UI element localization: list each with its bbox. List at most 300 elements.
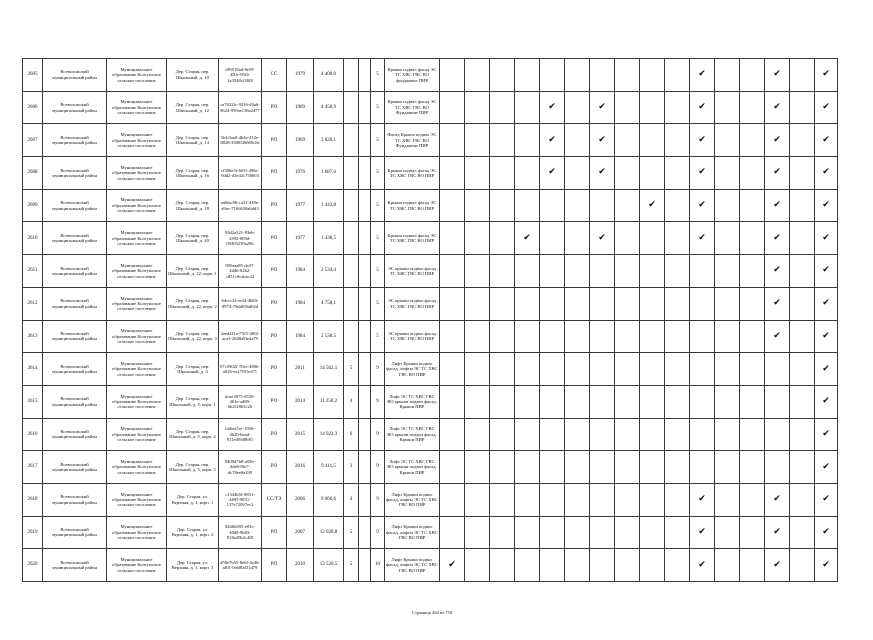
work-check-cell <box>490 59 515 92</box>
address-cell: Дер. Старая, пер. Школьный, д. 12 <box>167 91 219 124</box>
floors-max-cell: 5 <box>371 157 385 190</box>
checkmark-icon: ✔ <box>822 526 830 537</box>
year-cell: 1977 <box>287 222 314 255</box>
floors-max-cell: 9 <box>371 385 385 418</box>
floors-min-cell <box>344 91 359 124</box>
row-number: 2607 <box>23 124 43 157</box>
work-check-cell <box>665 418 690 451</box>
guid-cell: dcae2075-8530-461e-ad89-6b21f863c26 <box>219 385 262 418</box>
work-check-cell <box>615 255 640 288</box>
work-check-cell <box>515 483 540 516</box>
works-cell: ЭС крыши подвал фасад ТС ХВС ГВС ВО ПИР <box>385 287 440 320</box>
work-check-cell <box>540 353 565 386</box>
work-check-cell <box>440 451 465 484</box>
row-number: 2618 <box>23 483 43 516</box>
work-check-cell <box>665 222 690 255</box>
work-check-cell <box>715 189 740 222</box>
work-check-cell <box>740 287 765 320</box>
work-check-cell <box>565 59 590 92</box>
table-row <box>23 189 838 222</box>
checkmark-icon: ✔ <box>822 102 830 113</box>
work-check-cell <box>690 189 715 222</box>
work-check-cell <box>465 124 490 157</box>
work-check-cell <box>815 222 838 255</box>
checkmark-icon: ✔ <box>822 167 830 178</box>
floors-max-cell: 5 <box>371 222 385 255</box>
work-check-cell <box>715 516 740 549</box>
work-check-cell <box>515 255 540 288</box>
year-cell: 2010 <box>287 549 314 582</box>
wall-material-cell: РО <box>262 124 287 157</box>
checkmark-icon: ✔ <box>773 298 781 309</box>
work-check-cell <box>815 59 838 92</box>
work-check-cell <box>665 255 690 288</box>
year-cell: 2007 <box>287 516 314 549</box>
work-check-cell <box>790 483 815 516</box>
work-check-cell <box>690 320 715 353</box>
table-row <box>23 222 838 255</box>
table-row <box>23 320 838 353</box>
area-cell: 1 438,5 <box>314 222 344 255</box>
work-check-cell <box>815 451 838 484</box>
settlement-cell: Муниципальное образование Колтушское сельское поселение <box>107 483 167 516</box>
floors-max-cell: 9 <box>371 516 385 549</box>
year-cell: 1969 <box>287 91 314 124</box>
table-row <box>23 91 838 124</box>
work-check-cell <box>615 287 640 320</box>
work-check-cell <box>490 516 515 549</box>
area-cell: 1 687,6 <box>314 157 344 190</box>
year-cell: 1984 <box>287 320 314 353</box>
table-row <box>23 385 838 418</box>
work-check-cell <box>540 287 565 320</box>
blank-cell <box>359 418 371 451</box>
wall-material-cell: РО <box>262 549 287 582</box>
work-check-cell <box>640 353 665 386</box>
settlement-cell: Муниципальное образование Колтушское сельское поселение <box>107 287 167 320</box>
checkmark-icon: ✔ <box>698 494 706 505</box>
work-check-cell <box>665 189 690 222</box>
work-check-cell <box>440 385 465 418</box>
work-check-cell <box>740 418 765 451</box>
work-check-cell <box>740 353 765 386</box>
work-check-cell <box>665 124 690 157</box>
row-number: 2619 <box>23 516 43 549</box>
work-check-cell <box>490 124 515 157</box>
checkmark-icon: ✔ <box>698 200 706 211</box>
work-check-cell <box>715 385 740 418</box>
settlement-cell: Муниципальное образование Колтушское сельское поселение <box>107 385 167 418</box>
work-check-cell <box>465 255 490 288</box>
work-check-cell <box>465 287 490 320</box>
guid-cell: 04460495-e03c-40d9-9b83-818a20b2c4f8 <box>219 516 262 549</box>
settlement-cell: Муниципальное образование Колтушское сельское поселение <box>107 516 167 549</box>
checkmark-icon: ✔ <box>773 134 781 145</box>
work-check-cell <box>565 418 590 451</box>
checkmark-icon: ✔ <box>698 102 706 113</box>
guid-cell: aa0fac60-ca32-418e-a9ac-7166630a6dd3 <box>219 189 262 222</box>
work-check-cell <box>715 353 740 386</box>
work-check-cell <box>790 549 815 582</box>
checkmark-icon: ✔ <box>822 494 830 505</box>
work-check-cell <box>790 287 815 320</box>
year-cell: 1984 <box>287 287 314 320</box>
wall-material-cell: РО <box>262 222 287 255</box>
settlement-cell: Муниципальное образование Колтушское сельское поселение <box>107 222 167 255</box>
work-check-cell <box>465 91 490 124</box>
work-check-cell <box>690 385 715 418</box>
work-check-cell <box>740 157 765 190</box>
checkmark-icon: ✔ <box>773 69 781 80</box>
area-cell: 4 400,0 <box>314 59 344 92</box>
area-cell: 1 443,8 <box>314 189 344 222</box>
floors-min-cell: 4 <box>344 385 359 418</box>
work-check-cell <box>665 451 690 484</box>
work-check-cell <box>490 385 515 418</box>
work-check-cell <box>640 516 665 549</box>
district-cell: Всеволожский муниципальный район <box>43 418 107 451</box>
work-check-cell <box>765 59 790 92</box>
checkmark-icon: ✔ <box>548 167 556 178</box>
work-check-cell <box>790 255 815 288</box>
work-check-cell <box>740 189 765 222</box>
work-check-cell <box>765 222 790 255</box>
area-cell: 9 411,5 <box>314 451 344 484</box>
wall-material-cell: СС/ТЭ <box>262 483 287 516</box>
work-check-cell <box>790 516 815 549</box>
work-check-cell <box>815 124 838 157</box>
table-row <box>23 549 838 582</box>
district-cell: Всеволожский муниципальный район <box>43 287 107 320</box>
floors-min-cell <box>344 320 359 353</box>
work-check-cell <box>815 287 838 320</box>
work-check-cell <box>465 353 490 386</box>
floors-max-cell: 9 <box>371 451 385 484</box>
work-check-cell <box>740 385 765 418</box>
work-check-cell <box>440 124 465 157</box>
work-check-cell <box>765 320 790 353</box>
year-cell: 2006 <box>287 483 314 516</box>
checkmark-icon: ✔ <box>773 167 781 178</box>
work-check-cell <box>765 516 790 549</box>
year-cell: 2014 <box>287 385 314 418</box>
work-check-cell <box>540 549 565 582</box>
work-check-cell <box>740 516 765 549</box>
area-cell: 14 922,3 <box>314 418 344 451</box>
work-check-cell <box>590 516 615 549</box>
work-check-cell <box>590 549 615 582</box>
checkmark-icon: ✔ <box>648 200 656 211</box>
year-cell: 2016 <box>287 451 314 484</box>
table-row <box>23 287 838 320</box>
checkmark-icon: ✔ <box>523 232 531 243</box>
work-check-cell <box>690 287 715 320</box>
wall-material-cell: РО <box>262 255 287 288</box>
work-check-cell <box>665 549 690 582</box>
floors-max-cell: 5 <box>371 320 385 353</box>
work-check-cell <box>490 549 515 582</box>
work-check-cell <box>790 451 815 484</box>
work-check-cell <box>490 353 515 386</box>
work-check-cell <box>565 549 590 582</box>
work-check-cell <box>440 418 465 451</box>
work-check-cell <box>515 91 540 124</box>
work-check-cell <box>715 320 740 353</box>
floors-max-cell: 5 <box>371 189 385 222</box>
floors-min-cell: 5 <box>344 516 359 549</box>
work-check-cell <box>465 549 490 582</box>
work-check-cell <box>740 124 765 157</box>
floors-min-cell: 3 <box>344 451 359 484</box>
work-check-cell <box>815 255 838 288</box>
checkmark-icon: ✔ <box>598 232 606 243</box>
work-check-cell <box>540 516 565 549</box>
work-check-cell <box>440 222 465 255</box>
work-check-cell <box>465 222 490 255</box>
guid-cell: 93d2a321-83eb-4592-809d-09303239a29b <box>219 222 262 255</box>
guid-cell: d50e7b55-8e6f-4e46-af01-0eb80d31d79 <box>219 549 262 582</box>
work-check-cell <box>640 549 665 582</box>
work-check-cell <box>640 320 665 353</box>
address-cell: Дер. Старая, пер. Школьный, д. 22, корп. 3 <box>167 320 219 353</box>
work-check-cell <box>665 320 690 353</box>
address-cell: Дер. Старая, пер. Школьный, д. 22, корп. 1 <box>167 255 219 288</box>
year-cell: 2015 <box>287 418 314 451</box>
work-check-cell <box>590 91 615 124</box>
guid-cell: c89519ad-8e59-450c-95f4-1a3548cf38f8 <box>219 59 262 92</box>
address-cell: Дер. Старая, ул. Верхняя, д. 1, корп. 3 <box>167 549 219 582</box>
work-check-cell <box>490 287 515 320</box>
work-check-cell <box>740 549 765 582</box>
settlement-cell: Муниципальное образование Колтушское сельское поселение <box>107 549 167 582</box>
work-check-cell <box>790 189 815 222</box>
works-cell: Лифт ЭС ТС ХВС ГВС ВО крыши подвал фасад, Крыши ПИР <box>385 451 440 484</box>
work-check-cell <box>815 320 838 353</box>
work-check-cell <box>590 222 615 255</box>
guid-cell: cf306e5f-6f01-496e-9dd2-d3e43c758603 <box>219 157 262 190</box>
work-check-cell <box>765 255 790 288</box>
settlement-cell: Муниципальное образование Колтушское сельское поселение <box>107 91 167 124</box>
work-check-cell <box>465 385 490 418</box>
checkmark-icon: ✔ <box>698 559 706 570</box>
work-check-cell <box>540 320 565 353</box>
checkmark-icon: ✔ <box>598 134 606 145</box>
wall-material-cell: РО <box>262 516 287 549</box>
blank-cell <box>359 222 371 255</box>
checkmark-icon: ✔ <box>698 167 706 178</box>
district-cell: Всеволожский муниципальный район <box>43 320 107 353</box>
work-check-cell <box>815 157 838 190</box>
work-check-cell <box>640 189 665 222</box>
guid-cell: 985aaa85-da37-4d46-82b2-c851c9cabac32 <box>219 255 262 288</box>
work-check-cell <box>590 189 615 222</box>
district-cell: Всеволожский муниципальный район <box>43 483 107 516</box>
work-check-cell <box>540 157 565 190</box>
work-check-cell <box>765 418 790 451</box>
work-check-cell <box>515 124 540 157</box>
checkmark-icon: ✔ <box>822 363 830 374</box>
work-check-cell <box>565 91 590 124</box>
work-check-cell <box>440 549 465 582</box>
work-check-cell <box>690 483 715 516</box>
work-check-cell <box>590 255 615 288</box>
work-check-cell <box>440 287 465 320</box>
work-check-cell <box>615 59 640 92</box>
work-check-cell <box>690 222 715 255</box>
row-number: 2616 <box>23 418 43 451</box>
area-cell: 14 562,1 <box>314 353 344 386</box>
work-check-cell <box>515 222 540 255</box>
table-row <box>23 124 838 157</box>
work-check-cell <box>565 255 590 288</box>
district-cell: Всеволожский муниципальный район <box>43 516 107 549</box>
work-check-cell <box>490 255 515 288</box>
settlement-cell: Муниципальное образование Колтушское сельское поселение <box>107 189 167 222</box>
blank-cell <box>359 385 371 418</box>
table-row <box>23 353 838 386</box>
checkmark-icon: ✔ <box>598 102 606 113</box>
checkmark-icon: ✔ <box>773 102 781 113</box>
area-cell: 13 520,5 <box>314 549 344 582</box>
checkmark-icon: ✔ <box>548 102 556 113</box>
table-body <box>23 59 838 582</box>
work-check-cell <box>465 157 490 190</box>
work-check-cell <box>490 189 515 222</box>
wall-material-cell: РО <box>262 418 287 451</box>
work-check-cell <box>765 549 790 582</box>
work-check-cell <box>515 516 540 549</box>
blank-cell <box>359 59 371 92</box>
work-check-cell <box>640 124 665 157</box>
floors-min-cell: 5 <box>344 549 359 582</box>
work-check-cell <box>615 189 640 222</box>
work-check-cell <box>715 157 740 190</box>
checkmark-icon: ✔ <box>773 265 781 276</box>
checkmark-icon: ✔ <box>773 494 781 505</box>
work-check-cell <box>590 124 615 157</box>
area-cell: 2 530,5 <box>314 320 344 353</box>
work-check-cell <box>740 222 765 255</box>
work-check-cell <box>690 516 715 549</box>
work-check-cell <box>765 483 790 516</box>
row-number: 2617 <box>23 451 43 484</box>
checkmark-icon: ✔ <box>548 134 556 145</box>
work-check-cell <box>465 189 490 222</box>
work-check-cell <box>640 59 665 92</box>
checkmark-icon: ✔ <box>822 396 830 407</box>
floors-max-cell: 9 <box>371 353 385 386</box>
work-check-cell <box>665 157 690 190</box>
area-cell: 9 066,6 <box>314 483 344 516</box>
wall-material-cell: РО <box>262 320 287 353</box>
checkmark-icon: ✔ <box>698 232 706 243</box>
blank-cell <box>359 287 371 320</box>
wall-material-cell: РО <box>262 385 287 418</box>
table-row <box>23 451 838 484</box>
floors-min-cell: 6 <box>344 418 359 451</box>
address-cell: Дер. Старая, пер. Школьный, д. 3 <box>167 353 219 386</box>
work-check-cell <box>640 157 665 190</box>
checkmark-icon: ✔ <box>822 265 830 276</box>
guid-cell: 2aed411a-75f5-4f82-aca3-2640a9fe4a79 <box>219 320 262 353</box>
work-check-cell <box>515 189 540 222</box>
work-check-cell <box>465 516 490 549</box>
work-check-cell <box>515 353 540 386</box>
settlement-cell: Муниципальное образование Колтушское сельское поселение <box>107 320 167 353</box>
work-check-cell <box>440 483 465 516</box>
wall-material-cell: РО <box>262 451 287 484</box>
work-check-cell <box>540 255 565 288</box>
work-check-cell <box>765 189 790 222</box>
district-cell: Всеволожский муниципальный район <box>43 59 107 92</box>
floors-min-cell: 4 <box>344 483 359 516</box>
work-check-cell <box>765 353 790 386</box>
work-check-cell <box>815 189 838 222</box>
works-cell: ЭС крыши подвал фасад ТС ХВС ГВС ВО ПИР <box>385 255 440 288</box>
checkmark-icon: ✔ <box>822 232 830 243</box>
area-cell: 11 250,2 <box>314 385 344 418</box>
wall-material-cell: РО <box>262 287 287 320</box>
checkmark-icon: ✔ <box>822 134 830 145</box>
work-check-cell <box>640 483 665 516</box>
work-check-cell <box>465 483 490 516</box>
work-check-cell <box>540 483 565 516</box>
work-check-cell <box>790 157 815 190</box>
work-check-cell <box>815 353 838 386</box>
work-check-cell <box>565 287 590 320</box>
work-check-cell <box>690 255 715 288</box>
work-check-cell <box>715 287 740 320</box>
work-check-cell <box>515 451 540 484</box>
work-check-cell <box>665 91 690 124</box>
work-check-cell <box>540 385 565 418</box>
wall-material-cell: РО <box>262 353 287 386</box>
work-check-cell <box>790 59 815 92</box>
work-check-cell <box>590 287 615 320</box>
work-check-cell <box>565 157 590 190</box>
work-check-cell <box>640 222 665 255</box>
work-check-cell <box>615 451 640 484</box>
area-cell: 2 534,4 <box>314 255 344 288</box>
work-check-cell <box>515 287 540 320</box>
floors-max-cell: 5 <box>371 59 385 92</box>
address-cell: Дер. Старая, пер. Школьный, д. 16 <box>167 157 219 190</box>
guid-cell: 9409d7b8-a03b-4de8-8fe7-dc78ee0a339 <box>219 451 262 484</box>
work-check-cell <box>690 91 715 124</box>
work-check-cell <box>815 418 838 451</box>
work-check-cell <box>615 91 640 124</box>
work-check-cell <box>440 353 465 386</box>
work-check-cell <box>665 483 690 516</box>
works-cell: Лифт Крыши подвал фасад, лифты ЭС ТС ХВС ГВС ВО ПИР <box>385 353 440 386</box>
settlement-cell: Муниципальное образование Колтушское сельское поселение <box>107 418 167 451</box>
work-check-cell <box>715 255 740 288</box>
work-check-cell <box>540 91 565 124</box>
work-check-cell <box>540 189 565 222</box>
work-check-cell <box>540 222 565 255</box>
work-check-cell <box>690 124 715 157</box>
settlement-cell: Муниципальное образование Колтушское сельское поселение <box>107 255 167 288</box>
work-check-cell <box>765 91 790 124</box>
work-check-cell <box>465 418 490 451</box>
work-check-cell <box>665 287 690 320</box>
work-check-cell <box>540 124 565 157</box>
work-check-cell <box>790 320 815 353</box>
work-check-cell <box>815 549 838 582</box>
work-check-cell <box>615 549 640 582</box>
district-cell: Всеволожский муниципальный район <box>43 222 107 255</box>
district-cell: Всеволожский муниципальный район <box>43 353 107 386</box>
